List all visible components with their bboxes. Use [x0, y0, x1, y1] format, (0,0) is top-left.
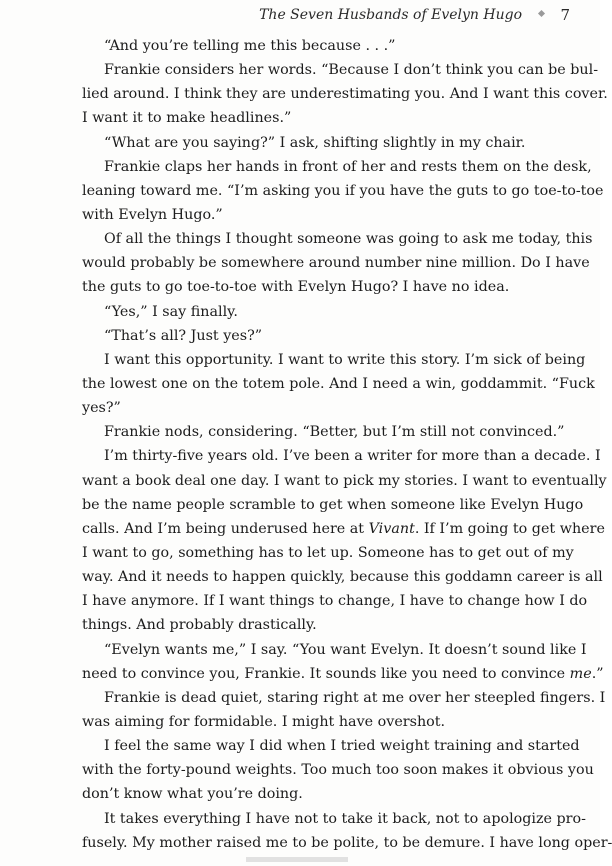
- text-line: Frankie is dead quiet, staring right at me over her steepled fingers. I: [104, 689, 606, 706]
- diamond-ornament-icon: [538, 10, 545, 17]
- text-line: Frankie considers her words. “Because I don’t think you can be bul-: [104, 62, 599, 79]
- text-line: things. And probably drastically.: [82, 617, 317, 634]
- text-line: lied around. I think they are underestimating you. And I want this cover.: [82, 86, 608, 103]
- text-line: I’m thirty-five years old. I’ve been a writer for more than a decade. I: [104, 448, 601, 465]
- body-text: [82, 34, 612, 855]
- text-line: “Evelyn wants me,” I say. “You want Evelyn. It doesn’t sound like I: [104, 641, 587, 658]
- page-number: 7: [560, 6, 570, 24]
- text-line: would probably be somewhere around number nine million. Do I have: [82, 255, 590, 272]
- text-line: the guts to go toe-to-toe with Evelyn Hugo? I have no idea.: [82, 279, 510, 296]
- text-line: “That’s all? Just yes?”: [104, 327, 263, 344]
- text-line: leaning toward me. “I’m asking you if you have the guts to go toe-to-toe: [82, 182, 604, 199]
- text-line: I have anymore. If I want things to change, I have to change how I do: [82, 593, 588, 610]
- text-line: Of all the things I thought someone was going to ask me today, this: [104, 231, 593, 248]
- text-line: fusely. My mother raised me to be polite, to be demure. I have long oper-: [82, 834, 612, 851]
- page-bottom-mark: [246, 857, 348, 862]
- text-line: “Yes,” I say finally.: [104, 303, 238, 320]
- text-line: “What are you saying?” I ask, shifting slightly in my chair.: [104, 134, 526, 151]
- text-line: want a book deal one day. I want to pick my stories. I want to eventually: [82, 472, 607, 489]
- text-line: way. And it needs to happen quickly, because this goddamn career is all: [82, 569, 603, 586]
- text-line: Frankie nods, considering. “Better, but I’m still not convinced.”: [104, 424, 565, 441]
- running-title: The Seven Husbands of Evelyn Hugo: [259, 7, 522, 23]
- text-line: don’t know what you’re doing.: [82, 786, 303, 803]
- text-line: I want to go, something has to let up. Someone has to get out of my: [82, 544, 574, 561]
- text-line: Frankie claps her hands in front of her and rests them on the desk,: [104, 158, 592, 175]
- text-line: I want it to make headlines.”: [82, 110, 292, 127]
- text-line: It takes everything I have not to take it back, not to apologize pro-: [104, 810, 586, 827]
- text-line: was aiming for formidable. I might have overshot.: [82, 713, 446, 730]
- text-line: calls. And I’m being underused here at Vivant. If I’m going to get where: [82, 520, 605, 537]
- text-line: I feel the same way I did when I tried weight training and started: [104, 738, 580, 755]
- text-line: yes?”: [82, 400, 121, 417]
- text-line: I want this opportunity. I want to write this story. I’m sick of being: [104, 351, 586, 368]
- text-line: with Evelyn Hugo.”: [82, 206, 223, 223]
- running-header: [0, 4, 600, 28]
- text-line: need to convince you, Frankie. It sounds like you need to convince me.”: [82, 665, 604, 682]
- text-line: the lowest one on the totem pole. And I need a win, goddammit. “Fuck: [82, 375, 595, 392]
- text-line: be the name people scramble to get when someone like Evelyn Hugo: [82, 496, 584, 513]
- text-line: “And you’re telling me this because . . .”: [104, 38, 396, 54]
- text-line: with the forty-pound weights. Too much too soon makes it obvious you: [82, 762, 594, 779]
